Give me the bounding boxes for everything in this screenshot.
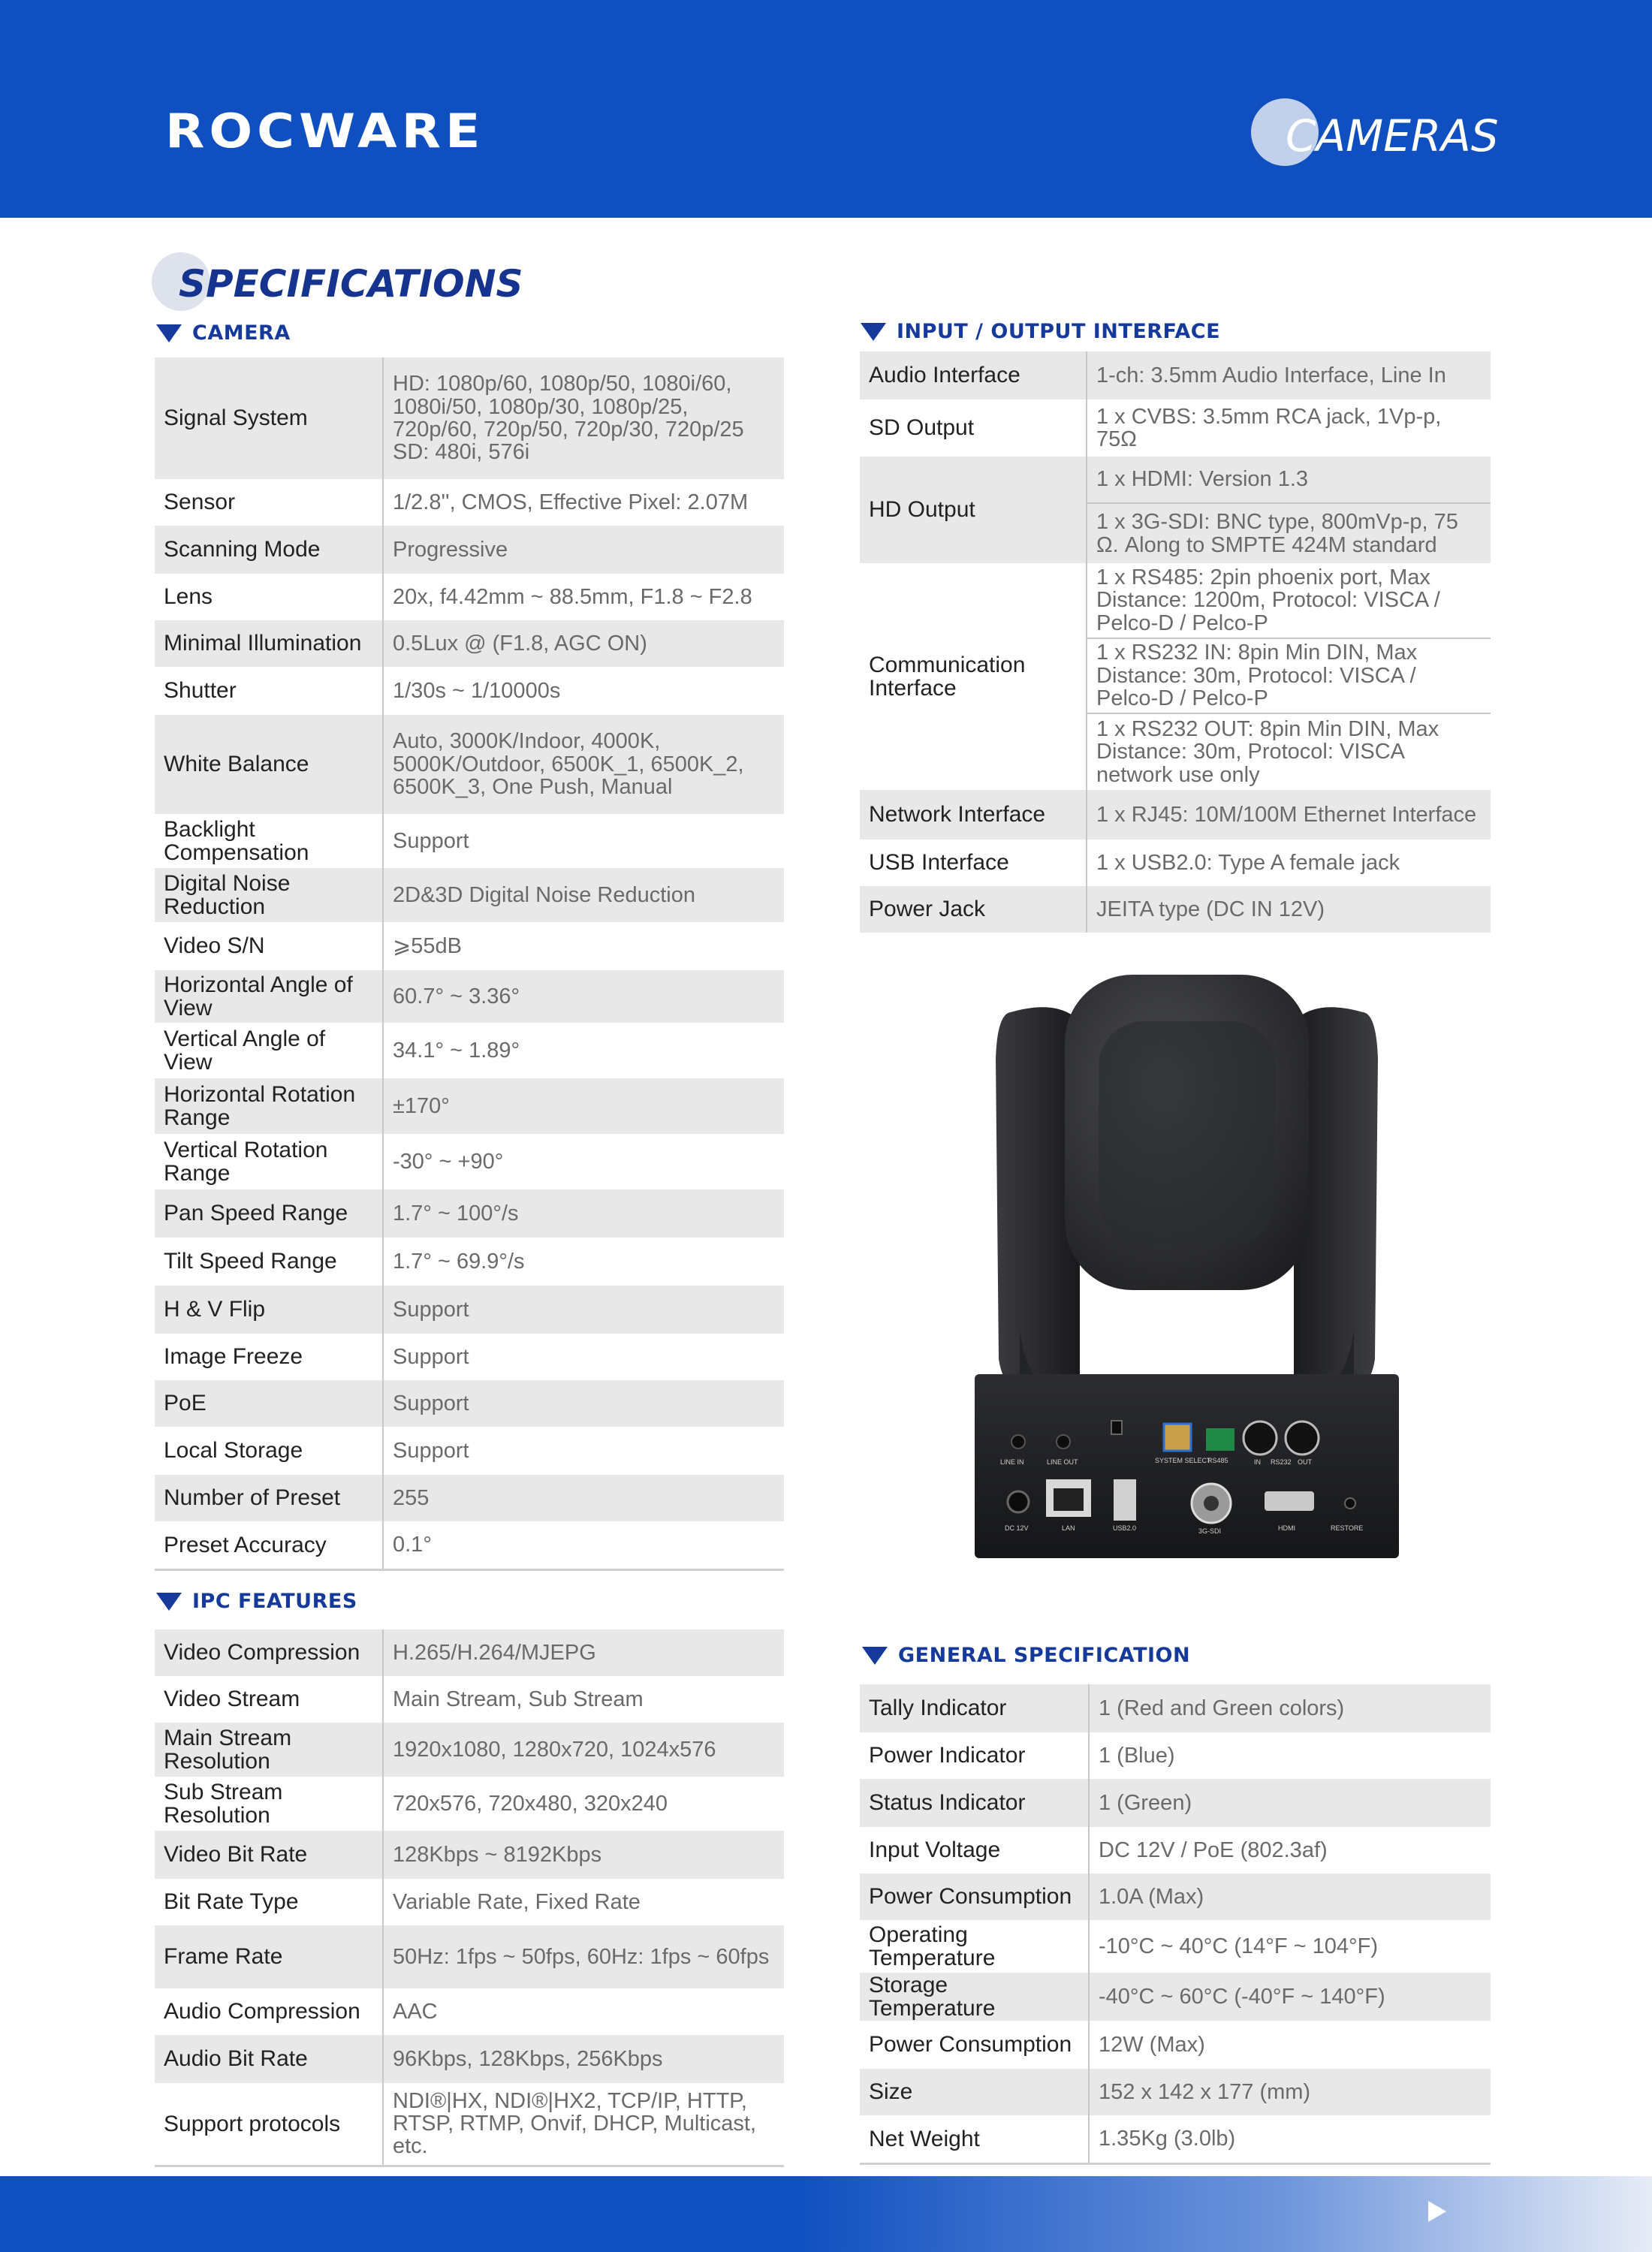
table-row xyxy=(155,1380,784,1427)
dc-power-port-icon xyxy=(1008,1491,1029,1512)
table-row xyxy=(860,840,1491,886)
spec-label: Support protocols xyxy=(155,2083,383,2166)
spec-label: PoE xyxy=(155,1380,383,1427)
triangle-down-icon xyxy=(862,1647,888,1665)
table-row xyxy=(155,1134,784,1189)
table-row xyxy=(155,1286,784,1334)
table-row xyxy=(860,1827,1491,1874)
table-row xyxy=(155,357,784,479)
usb-port-icon xyxy=(1114,1479,1136,1521)
spec-value: HD: 1080p/60, 1080p/50, 1080i/60, 1080i/50, 1080p/30, 1080p/25, 720p/60, 720p/50, 720p/30, 720p/25 SD: 480i, 576i xyxy=(383,357,784,479)
table-row xyxy=(155,620,784,667)
io-section-heading xyxy=(861,320,1220,343)
table-row xyxy=(155,1777,784,1831)
spec-label: Input Voltage xyxy=(860,1827,1089,1874)
table-row xyxy=(155,1078,784,1134)
spec-label: Power Jack xyxy=(860,886,1087,933)
spec-value: 12W (Max) xyxy=(1089,2021,1491,2069)
spec-label: Audio Interface xyxy=(860,351,1087,399)
spec-value: 1 x HDMI: Version 1.3 xyxy=(1087,457,1491,503)
general-spec-table xyxy=(860,1684,1491,2165)
port-label: IN xyxy=(1254,1458,1261,1466)
table-row xyxy=(155,2035,784,2083)
spec-label: Main Stream Resolution xyxy=(155,1723,383,1777)
ptz-camera-photo xyxy=(967,969,1406,1562)
ipc-section-title: IPC FEATURES xyxy=(192,1590,357,1613)
table-row xyxy=(155,1238,784,1286)
spec-value: 1920x1080, 1280x720, 1024x576 xyxy=(383,1723,784,1777)
spec-value: 96Kbps, 128Kbps, 256Kbps xyxy=(383,2035,784,2083)
table-row xyxy=(155,1629,784,1676)
spec-value: 1-ch: 3.5mm Audio Interface, Line In xyxy=(1087,351,1491,399)
port-label: RESTORE xyxy=(1331,1524,1364,1532)
spec-label: Backlight Compensation xyxy=(155,814,383,868)
io-spec-table xyxy=(860,351,1491,933)
spec-value: 1/2.8'', CMOS, Effective Pixel: 2.07M xyxy=(383,479,784,526)
table-row xyxy=(860,563,1491,638)
port-label: HDMI xyxy=(1278,1524,1295,1532)
table-row xyxy=(860,1684,1491,1732)
spec-value: -40°C ~ 60°C (-40°F ~ 140°F) xyxy=(1089,1973,1491,2021)
spec-label: Horizontal Angle of View xyxy=(155,970,383,1023)
spec-value: H.265/H.264/MJEPG xyxy=(383,1629,784,1676)
rocware-logo: ROCWARE xyxy=(165,104,485,159)
camera-section-title: CAMERA xyxy=(192,321,291,345)
spec-value: 1 x CVBS: 3.5mm RCA jack, 1Vp-p, 75Ω xyxy=(1087,399,1491,457)
port-label: LAN xyxy=(1062,1524,1075,1532)
port-label: 3G-SDI xyxy=(1198,1527,1222,1535)
spec-label: Local Storage xyxy=(155,1427,383,1475)
table-row xyxy=(860,2115,1491,2163)
camera-section-heading xyxy=(156,321,291,345)
spec-value: Variable Rate, Fixed Rate xyxy=(383,1879,784,1925)
table-row xyxy=(155,479,784,526)
spec-label: Communication Interface xyxy=(860,563,1087,790)
table-row xyxy=(860,1874,1491,1920)
spec-value: 128Kbps ~ 8192Kbps xyxy=(383,1831,784,1879)
spec-value: 1 x 3G-SDI: BNC type, 800mVp-p, 75 Ω. Along to SMPTE 424M standard xyxy=(1087,503,1491,563)
port-label: OUT xyxy=(1298,1458,1312,1466)
spec-label: Pan Speed Range xyxy=(155,1189,383,1238)
table-row xyxy=(860,886,1491,933)
table-row xyxy=(155,2083,784,2166)
table-row xyxy=(860,1973,1491,2021)
triangle-down-icon xyxy=(861,323,886,341)
table-row xyxy=(860,1779,1491,1827)
table-row xyxy=(860,1732,1491,1779)
port-label: LINE IN xyxy=(1000,1458,1024,1466)
spec-label: Power Indicator xyxy=(860,1732,1089,1779)
spec-label: Image Freeze xyxy=(155,1334,383,1380)
spec-label: Network Interface xyxy=(860,790,1087,840)
spec-value: 152 x 142 x 177 (mm) xyxy=(1089,2069,1491,2115)
sdi-bnc-core-icon xyxy=(1204,1496,1219,1511)
spec-label: Shutter xyxy=(155,667,383,715)
ipc-section-heading xyxy=(156,1590,357,1613)
spec-value: 1/30s ~ 1/10000s xyxy=(383,667,784,715)
table-row xyxy=(155,1189,784,1238)
spec-value: NDI®|HX, NDI®|HX2, TCP/IP, HTTP, RTSP, RTMP, Onvif, DHCP, Multicast, etc. xyxy=(383,2083,784,2166)
spec-value: Support xyxy=(383,814,784,868)
spec-value: 1 x RS232 IN: 8pin Min DIN, Max Distance: 30m, Protocol: VISCA / Pelco-D / Pelco-P xyxy=(1087,638,1491,713)
spec-value: 1 x USB2.0: Type A female jack xyxy=(1087,840,1491,886)
port-label: LINE OUT xyxy=(1047,1458,1078,1466)
spec-label: Tilt Speed Range xyxy=(155,1238,383,1286)
triangle-down-icon xyxy=(156,324,182,342)
spec-label: Scanning Mode xyxy=(155,526,383,574)
category-title: CAMERAS xyxy=(1286,110,1499,161)
spec-label: Power Consumption xyxy=(860,1874,1089,1920)
spec-value: 0.5Lux @ (F1.8, AGC ON) xyxy=(383,620,784,667)
table-row xyxy=(860,790,1491,840)
line-in-port-icon xyxy=(1011,1435,1025,1449)
table-row xyxy=(860,2021,1491,2069)
lan-port-inner-icon xyxy=(1054,1488,1084,1511)
spec-value: 1 (Blue) xyxy=(1089,1732,1491,1779)
spec-value: 1.7° ~ 69.9°/s xyxy=(383,1238,784,1286)
spec-label: White Balance xyxy=(155,715,383,814)
spec-value: 1.0A (Max) xyxy=(1089,1874,1491,1920)
table-row xyxy=(155,667,784,715)
spec-value: Support xyxy=(383,1427,784,1475)
table-row xyxy=(860,351,1491,399)
spec-value: 255 xyxy=(383,1475,784,1521)
port-label: USB2.0 xyxy=(1113,1524,1137,1532)
spec-label: Tally Indicator xyxy=(860,1684,1089,1732)
spec-label: Power Consumption xyxy=(860,2021,1089,2069)
spec-label: USB Interface xyxy=(860,840,1087,886)
line-out-port-icon xyxy=(1057,1435,1070,1449)
io-section-title: INPUT / OUTPUT INTERFACE xyxy=(897,320,1221,343)
table-row xyxy=(155,1723,784,1777)
table-row xyxy=(860,1920,1491,1973)
table-row xyxy=(155,970,784,1023)
general-section-title: GENERAL SPECIFICATION xyxy=(898,1644,1191,1667)
spec-value: 0.1° xyxy=(383,1521,784,1569)
spec-label: Operating Temperature xyxy=(860,1920,1089,1973)
page-footer xyxy=(0,2176,1652,2252)
camera-head-panel xyxy=(1099,1021,1275,1247)
spec-value: 2D&3D Digital Noise Reduction xyxy=(383,868,784,922)
table-row xyxy=(155,1334,784,1380)
spec-value: -10°C ~ 40°C (14°F ~ 104°F) xyxy=(1089,1920,1491,1973)
spec-value: Auto, 3000K/Indoor, 4000K, 5000K/Outdoor, 6500K_1, 6500K_2, 6500K_3, One Push, Manual xyxy=(383,715,784,814)
spec-label: Audio Bit Rate xyxy=(155,2035,383,2083)
spec-label: Vertical Rotation Range xyxy=(155,1134,383,1189)
rs232-out-port-icon xyxy=(1286,1421,1319,1455)
spec-label: SD Output xyxy=(860,399,1087,457)
port-label: DC 12V xyxy=(1005,1524,1029,1532)
spec-label: Size xyxy=(860,2069,1089,2115)
spec-label: Vertical Angle of View xyxy=(155,1023,383,1078)
table-row xyxy=(155,526,784,574)
spec-label: Storage Temperature xyxy=(860,1973,1089,2021)
port-label: RS485 xyxy=(1207,1457,1228,1464)
spec-label: Bit Rate Type xyxy=(155,1879,383,1925)
spec-label: Minimal Illumination xyxy=(155,620,383,667)
spec-label: Net Weight xyxy=(860,2115,1089,2163)
spec-label: Audio Compression xyxy=(155,1988,383,2035)
spec-value: 34.1° ~ 1.89° xyxy=(383,1023,784,1078)
spec-label: Frame Rate xyxy=(155,1925,383,1988)
spec-label: Number of Preset xyxy=(155,1475,383,1521)
spec-value: -30° ~ +90° xyxy=(383,1134,784,1189)
port-label: SYSTEM SELECT xyxy=(1155,1457,1211,1464)
spec-label: Signal System xyxy=(155,357,383,479)
spec-value: Support xyxy=(383,1286,784,1334)
spec-value: 1 (Red and Green colors) xyxy=(1089,1684,1491,1732)
rs232-in-port-icon xyxy=(1244,1421,1277,1455)
spec-label: H & V Flip xyxy=(155,1286,383,1334)
table-row xyxy=(155,1521,784,1569)
spec-label: Video Bit Rate xyxy=(155,1831,383,1879)
spec-label: Status Indicator xyxy=(860,1779,1089,1827)
spec-label: Lens xyxy=(155,574,383,620)
spec-value: DC 12V / PoE (802.3af) xyxy=(1089,1827,1491,1874)
spec-value: 60.7° ~ 3.36° xyxy=(383,970,784,1023)
ipc-spec-table xyxy=(155,1629,784,2167)
table-row xyxy=(155,922,784,970)
table-row xyxy=(155,1879,784,1925)
spec-value: JEITA type (DC IN 12V) xyxy=(1087,886,1491,933)
table-row xyxy=(860,2069,1491,2115)
spec-label: Preset Accuracy xyxy=(155,1521,383,1569)
table-row xyxy=(155,1676,784,1723)
play-arrow-icon xyxy=(1428,2201,1446,2222)
table-row xyxy=(860,457,1491,503)
restore-button-icon xyxy=(1345,1498,1355,1509)
table-row xyxy=(155,1427,784,1475)
spec-value: 1 x RJ45: 10M/100M Ethernet Interface xyxy=(1087,790,1491,840)
camera-spec-table xyxy=(155,357,784,1571)
triangle-down-icon xyxy=(156,1593,182,1611)
spec-label: Digital Noise Reduction xyxy=(155,868,383,922)
table-row xyxy=(155,1831,784,1879)
table-row xyxy=(155,574,784,620)
spec-value: 1 (Green) xyxy=(1089,1779,1491,1827)
spec-value: 20x, f4.42mm ~ 88.5mm, F1.8 ~ F2.8 xyxy=(383,574,784,620)
page-title: SPECIFICATIONS xyxy=(179,262,523,306)
spec-value: 1 x RS232 OUT: 8pin Min DIN, Max Distance: 30m, Protocol: VISCA network use only xyxy=(1087,713,1491,790)
spec-value: Support xyxy=(383,1380,784,1427)
spec-value: ±170° xyxy=(383,1078,784,1134)
spec-value: 50Hz: 1fps ~ 50fps, 60Hz: 1fps ~ 60fps xyxy=(383,1925,784,1988)
spec-label: HD Output xyxy=(860,457,1087,563)
table-row xyxy=(155,868,784,922)
table-row xyxy=(155,1023,784,1078)
table-row xyxy=(860,399,1491,457)
spec-label: Video Compression xyxy=(155,1629,383,1676)
spec-value: 1 x RS485: 2pin phoenix port, Max Distance: 1200m, Protocol: VISCA / Pelco-D / Pelco-P xyxy=(1087,563,1491,638)
spec-label: Sub Stream Resolution xyxy=(155,1777,383,1831)
spec-value: AAC xyxy=(383,1988,784,2035)
spec-label: Horizontal Rotation Range xyxy=(155,1078,383,1134)
rs485-terminal-icon xyxy=(1206,1428,1234,1451)
spec-label: Video S/N xyxy=(155,922,383,970)
general-section-heading xyxy=(862,1644,1190,1667)
spec-value: Main Stream, Sub Stream xyxy=(383,1676,784,1723)
spec-value: 1.7° ~ 100°/s xyxy=(383,1189,784,1238)
port-label: RS232 xyxy=(1271,1458,1292,1466)
spec-value: 720x576, 720x480, 320x240 xyxy=(383,1777,784,1831)
table-row xyxy=(155,1475,784,1521)
table-row xyxy=(155,814,784,868)
spec-value: 1.35Kg (3.0lb) xyxy=(1089,2115,1491,2163)
lock-slot-icon xyxy=(1111,1421,1122,1434)
table-row xyxy=(155,1925,784,1988)
hdmi-port-icon xyxy=(1265,1491,1314,1511)
system-select-dial-icon xyxy=(1164,1424,1191,1451)
spec-label: Video Stream xyxy=(155,1676,383,1723)
spec-value: Support xyxy=(383,1334,784,1380)
table-row xyxy=(155,715,784,814)
spec-value: ⩾55dB xyxy=(383,922,784,970)
spec-label: Sensor xyxy=(155,479,383,526)
spec-value: Progressive xyxy=(383,526,784,574)
table-row xyxy=(155,1988,784,2035)
